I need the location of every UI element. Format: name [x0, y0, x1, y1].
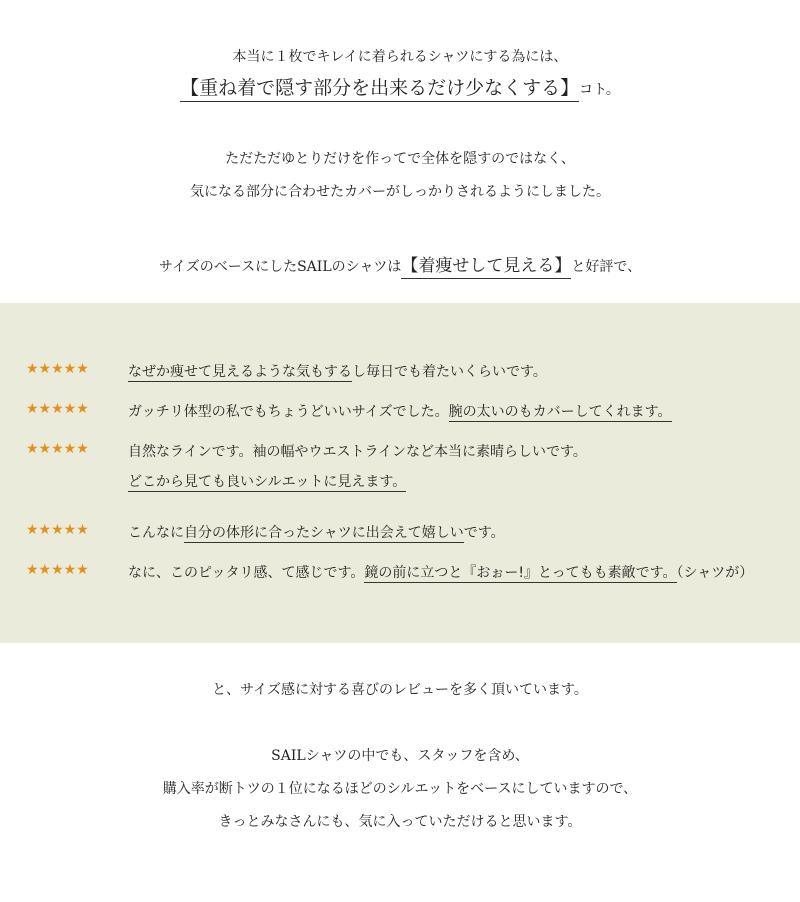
para2-line-1: ただただゆとりだけを作ってで全体を隠すのではなく、	[225, 151, 575, 167]
review-text: なに、このピッタリ感、て感じです。鏡の前に立つと『おぉー!』とってもも素敵です。（シャツが）	[128, 565, 754, 581]
intro-line-2	[0, 73, 800, 100]
outro-line-2: SAILシャツの中でも、スタッフを含め、	[271, 748, 529, 764]
review-text: なぜか痩せて見えるような気もするし毎日でも着たいくらいです。	[128, 364, 547, 380]
outro-line-4: きっとみなさんにも、気に入っていただけると思います。	[218, 814, 582, 830]
para3-highlight: 【着痩せして見える】	[401, 256, 571, 279]
review-text: こんなに自分の体形に合ったシャツに出会えて嬉しいです。	[128, 525, 505, 541]
para3-prefix: サイズのベースにしたSAILのシャツは	[158, 259, 402, 275]
para2-line-2: 気になる部分に合わせたカバーがしっかりされるようにしました。	[190, 184, 610, 200]
para3-line	[0, 251, 800, 276]
reviews-panel	[0, 303, 800, 643]
intro-line-1: 本当に１枚でキレイに着られるシャツにする為には、	[232, 49, 568, 65]
star-rating-icon: ★★★★★	[26, 441, 89, 457]
review-text: 自然なラインです。袖の幅やウエストラインなど本当に素晴らしいです。	[128, 444, 587, 460]
outro-line-3: 購入率が断トツの１位になるほどのシルエットをベースにしていますので、	[162, 781, 638, 797]
star-rating-icon: ★★★★★	[26, 361, 89, 377]
para3-suffix: と好評で、	[571, 259, 642, 275]
star-rating-icon: ★★★★★	[26, 562, 89, 578]
review-text: ガッチリ体型の私でもちょうどいいサイズでした。腕の太いのもカバーしてくれます。	[128, 404, 672, 420]
intro-highlight: 【重ね着で隠す部分を出来るだけ少なくする】	[180, 77, 579, 102]
star-rating-icon: ★★★★★	[26, 401, 89, 417]
outro-line-1: と、サイズ感に対する喜びのレビューを多く頂いています。	[212, 682, 588, 698]
star-rating-icon: ★★★★★	[26, 522, 89, 538]
review-text: どこから見ても良いシルエットに見えます。	[128, 474, 407, 490]
intro-suffix: コト。	[579, 82, 620, 98]
